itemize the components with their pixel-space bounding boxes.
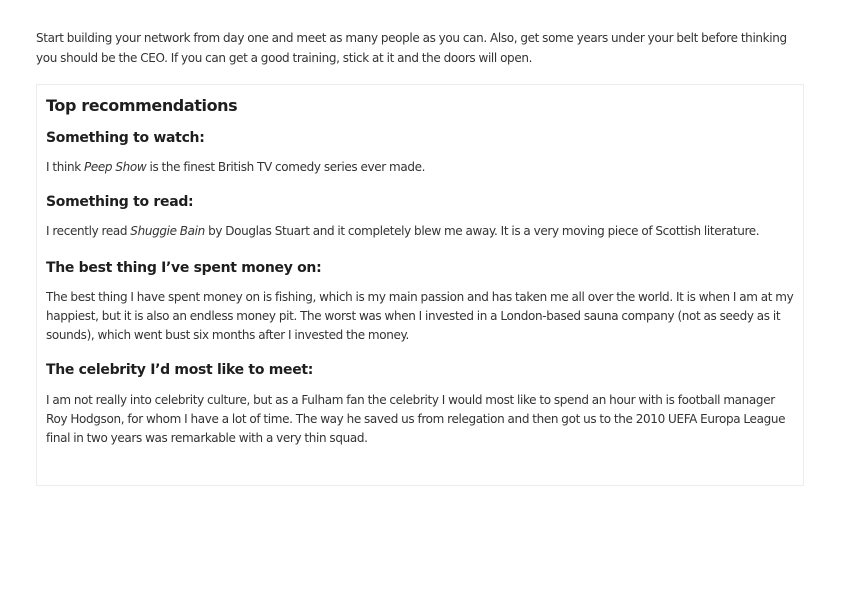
recommendations-box [36, 84, 804, 486]
money-heading: The best thing I’ve spent money on: [46, 260, 322, 276]
celebrity-heading: The celebrity I’d most like to meet: [46, 362, 314, 378]
read-text-after: by Douglas Stuart and it completely blew me away. It is a very moving piece of Scottish literature. [204, 224, 760, 238]
read-text [46, 222, 794, 241]
read-heading: Something to read: [46, 194, 194, 210]
watch-heading: Something to watch: [46, 130, 205, 146]
celebrity-text: I am not really into celebrity culture, but as a Fulham fan the celebrity I would most like to spend an hour with is football manager Roy Hodgson, for whom I have a lot of time. The way he saved us from relegation and then got us to the 2010 UEFA Europa League final in two years was remarkable with a very thin squad. [46, 393, 786, 445]
read-title: Shuggie Bain [130, 224, 205, 238]
intro-paragraph: Start building your network from day one and meet as many people as you can. Also, get some years under your belt before thinking you should be the CEO. If you can get a good training, stick at it and the doors will open. [36, 31, 787, 65]
read-text-before: I recently read [46, 224, 131, 238]
recommendations-title: Top recommendations [46, 96, 238, 115]
watch-text-before: I think [46, 160, 84, 174]
money-text: The best thing I have spent money on is fishing, which is my main passion and has taken me all over the world. It is when I am at my happiest, but it is also an endless money pit. The worst was when I invested in a London-based sauna company (not as seedy as it sounds), which went bust six months after I invested the money. [46, 290, 794, 342]
watch-title: Peep Show [83, 160, 147, 174]
watch-text [46, 158, 794, 177]
watch-text-after: is the finest British TV comedy series ever made. [146, 160, 426, 174]
